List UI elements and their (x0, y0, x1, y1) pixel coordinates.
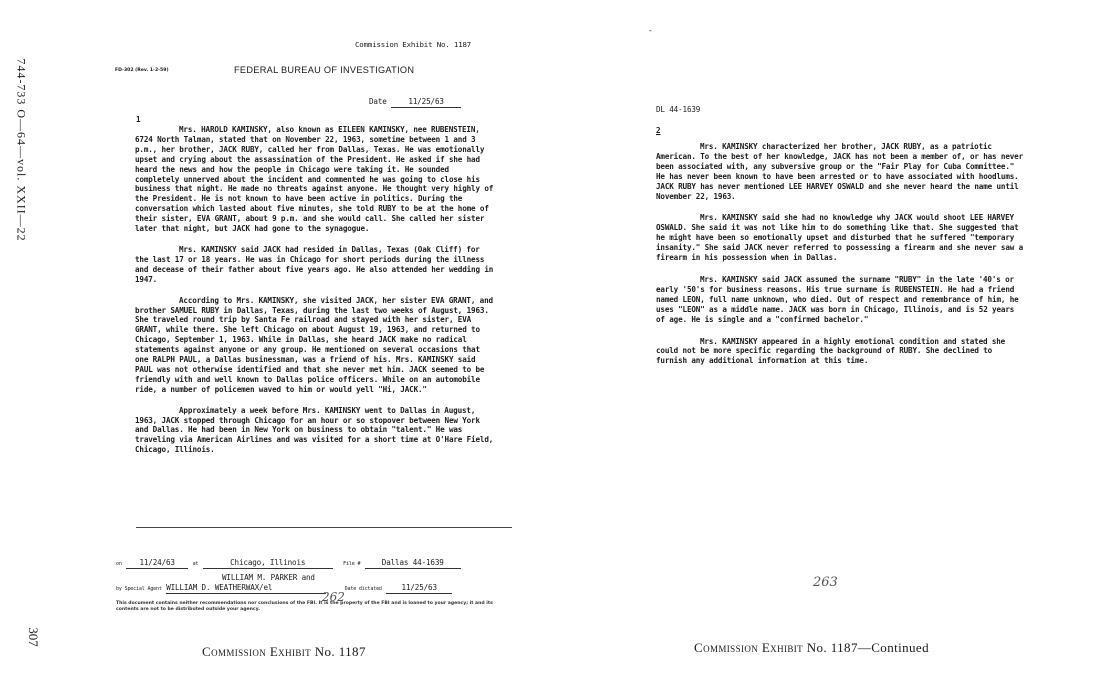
caption-left-number: No. 1187 (314, 644, 366, 659)
handwritten-number-right: 263 (813, 575, 838, 590)
dictated-label: Date dictated (344, 586, 382, 592)
paragraph: Mrs. KAMINSKY appeared in a highly emotional condition and stated she could not be more specific regarding the background of RUBY. She declined to furnish any additional information at this time. (656, 336, 1006, 366)
file-label: File # (343, 561, 361, 567)
right-body (656, 142, 1023, 377)
page-marker-2: 2 (656, 126, 661, 135)
dictated-date: 11/25/63 (386, 583, 452, 594)
by-label: by Special Agent (116, 586, 162, 592)
footer-on-line (116, 558, 461, 570)
handwritten-number-left: 262 (322, 590, 345, 604)
commission-header: Commission Exhibit No. 1187 (355, 40, 472, 49)
footer-agent-line (116, 583, 452, 595)
page-number-text: 307 (26, 627, 41, 647)
date-value: 11/25/63 (391, 97, 461, 108)
caption-right (694, 640, 929, 656)
location: Chicago, Illinois (203, 558, 333, 569)
file-number: Dallas 44-1639 (365, 558, 461, 569)
caption-right-number: No. 1187—Continued (806, 640, 930, 655)
disclaimer: This document contains neither recommendations nor conclusions of the FBI. It is the property of the FBI and is loaned to your agency; it and its contents are not to be distributed outside your agency. (116, 601, 493, 612)
paragraph: Mrs. KAMINSKY said JACK had resided in Dallas, Texas (Oak Cliff) for the last 17 or 18 years. He was in Chicago for short periods during the illness and decease of their father about five years ago. He also attended her wedding in 1947. (135, 244, 494, 284)
paragraph: According to Mrs. KAMINSKY, she visited JACK, her sister EVA GRANT, and brother SAMUEL RUBY in Dallas, Texas, during the last two weeks of August, 1963. She traveled round trip by Santa Fe railroad and stayed with her sister, EVA GRANT, while there. She left Chicago on about August 19, 1963, and returned to Chicago, September 1, 1963. While in Dallas, she heard JACK make no radical statements against anyone or any group. He mentioned on several occasions that one RALPH PAUL, a Dallas businessman, was a friend of his. Mrs. KAMINSKY said PAUL was not otherwise identified and that she never met him. JACK seemed to be friendly with and well known to Dallas police officers. While on an automobile ride, a number of policemen waved to him or would yell "Hi, JACK." (135, 295, 493, 394)
caption-left (202, 644, 366, 660)
at-label: at (192, 561, 199, 567)
date-label: Date (369, 97, 387, 106)
form-code: FD-302 (Rev. 1-2-59) (115, 68, 169, 73)
paragraph: Approximately a week before Mrs. KAMINSKY went to Dallas in August, 1963, JACK stopped through Chicago for an hour or so stopover between New York and Dallas. He had been in New York on business to obtain "talent." He was traveling via American Airlines and was visited for a short time at O'Hare Field, Chicago, Illinois. (135, 405, 494, 455)
page-number (18, 622, 48, 652)
page-marker-1: 1 (136, 115, 141, 124)
bureau-title: FEDERAL BUREAU OF INVESTIGATION (234, 65, 415, 75)
file-reference: DL 44-1639 (656, 105, 701, 114)
caption-left-prefix: Commission Exhibit (202, 644, 312, 659)
on-date: 11/24/63 (126, 558, 188, 569)
margin-vertical-note (6, 40, 36, 260)
agents-line-2: WILLIAM D. WEATHERWAX/el (166, 583, 326, 594)
corner-mark: - (648, 26, 653, 35)
paragraph: Mrs. KAMINSKY said she had no knowledge why JACK would shoot LEE HARVEY OSWALD. She said it was not like him to do something like that. She suggested that he might have been so emotionally upset and disturbed that he suffered "temporary insanity." She said JACK never referred to possessing a firearm and she never saw a firearm in his possession when in Dallas. (656, 213, 1024, 263)
report-date (369, 97, 461, 108)
caption-right-prefix: Commission Exhibit (694, 640, 804, 655)
margin-note-text: 744-733 O—64—vol. XXII—22 (14, 58, 29, 242)
on-label: on (116, 561, 122, 567)
paragraph: Mrs. KAMINSKY said JACK assumed the surname "RUBY" in the late '40's or early '50's for business reasons. His true surname is RUBENSTEIN. He had a friend named LEON, full name unknown, who died. Out of respect and remembrance of him, he uses "LEON" as a middle name. JACK was born in Chicago, Illinois, and is 52 years of age. He is single and a "confirmed bachelor." (656, 274, 1019, 324)
agents-line-1: WILLIAM M. PARKER and (222, 573, 315, 582)
footer-divider (136, 527, 512, 528)
paragraph: Mrs. KAMINSKY characterized her brother, JACK RUBY, as a patriotic American. To the best of her knowledge, JACK has not been a member of, or has never been associated with, any subversive group or the "Fair Play for Cuba Committee." He has never been known to have been arrested or to have associated with hoodlums. JACK RUBY has never mentioned LEE HARVEY OSWALD and she never heard the name until November 22, 1963. (656, 142, 1024, 201)
left-body (135, 125, 497, 466)
paragraph: Mrs. HAROLD KAMINSKY, also known as EILEEN KAMINSKY, nee RUBENSTEIN, 6724 North Talman, stated that on November 22, 1963, sometime between 1 and 3 p.m., her brother, JACK RUBY, called her from Dallas, Texas. He was emotionally upset and crying about the assassination of the President. He asked if she had heard the news and how the people in Chicago were taking it. He sounded completely unnerved about the incident and commented he was going to close his business that night. He made no threats against anyone. He thought very highly of the President. He is not known to have been active in politics. During the conversation which lasted about five minutes, she told RUBY to be at the home of their sister, EVA GRANT, about 9 p.m. and she would call. She called her sister later that night, but JACK had gone to the synagogue. (135, 125, 494, 234)
